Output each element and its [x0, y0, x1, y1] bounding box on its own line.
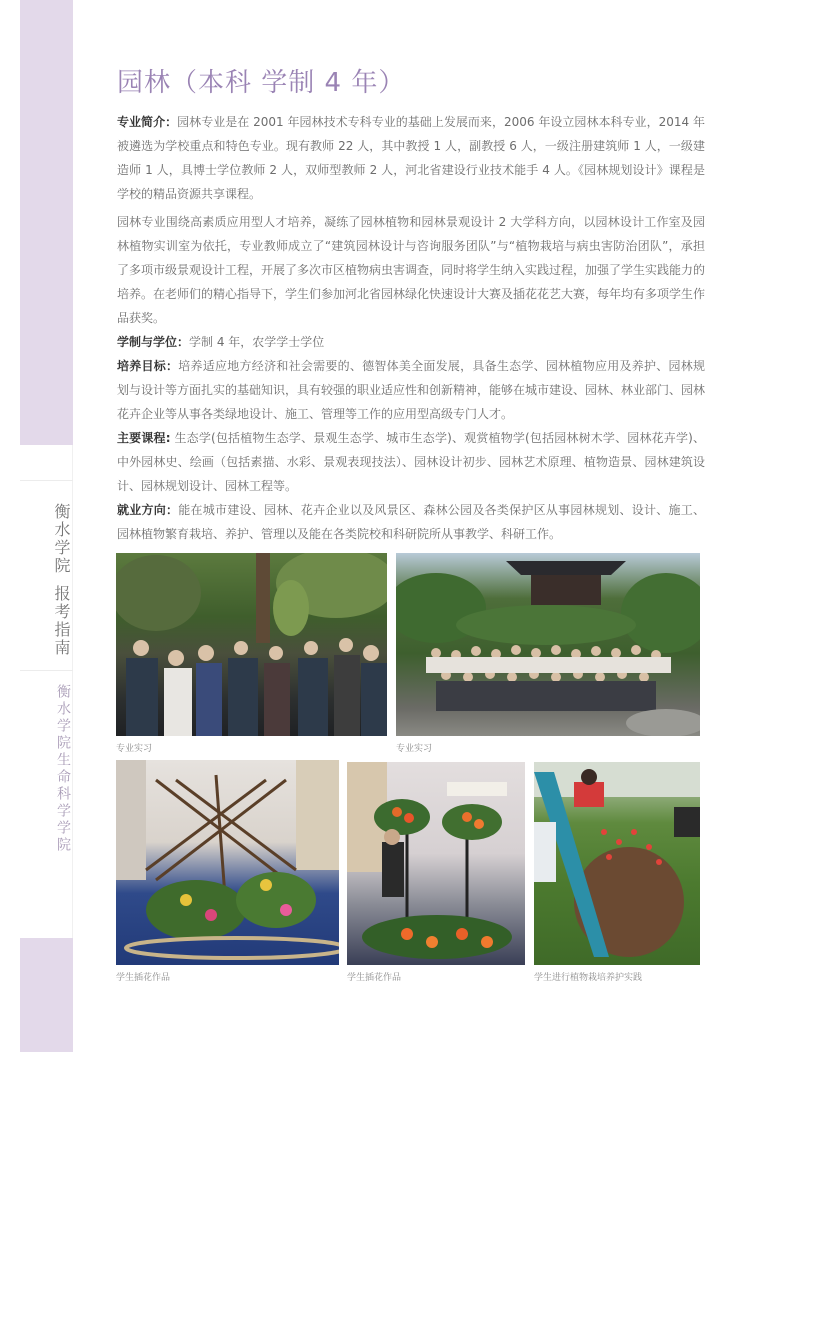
page-title: 园林（本科 学制 4 年）: [117, 68, 406, 98]
intro-text: 园林专业是在 2001 年园林技术专科专业的基础上发展而来，2006 年设立园林本科专业，2014 年被遴选为学校重点和特色专业。现有教师 22 人，其中教授 1 人，副教授 6 人，一级注册建筑师 1 人，一级建造师 1 人，具博士学位教师 2 人，双师型教师 2 人，河北省建设行业技术能手 4 人。《园林规划设计》课程是学校的精品资源共享课程。: [117, 115, 705, 201]
intro-paragraph: [117, 110, 705, 206]
photo-caption: 学生插花作品: [347, 973, 402, 983]
courses-paragraph: [117, 426, 705, 498]
photo-caption: 学生进行植物栽培养护实践: [534, 973, 643, 983]
goal-paragraph: [117, 354, 705, 426]
degree-text: 学制 4 年，农学学士学位: [189, 335, 325, 349]
sidebar-guide-label: 报考指南: [52, 585, 71, 657]
career-paragraph: [117, 498, 705, 546]
sidebar-divider: [20, 480, 73, 481]
sidebar-top-block: [20, 0, 73, 445]
photo-students-outdoor-practice: [116, 553, 387, 736]
degree-label: 学制与学位：: [117, 335, 190, 349]
sidebar-guide-title: [20, 495, 73, 665]
photo-flower-arrangement-2: [347, 762, 525, 965]
sidebar-guide-school: 衡水学院: [52, 503, 71, 575]
sidebar-bottom-block: [20, 938, 73, 1052]
goal-text: 培养适应地方经济和社会需要的、德智体美全面发展，具备生态学、园林植物应用及养护、园林规划与设计等方面扎实的基础知识，具有较强的职业适应性和创新精神，能够在城市建设、园林、林业部门、园林花卉企业等从事各类绿地设计、施工、管理等工作的应用型高级专门人才。: [117, 359, 706, 421]
photo-caption: 专业实习: [116, 744, 153, 754]
photo-group-garden: [396, 553, 700, 736]
courses-text: 生态学(包括植物生态学、景观生态学、城市生态学)、观赏植物学(包括园林树木学、园林花卉学)、中外园林史、绘画（包括素描、水彩、景观表现技法）、园林设计初步、园林艺术原理、植物造景、园林建筑设计、园林规划设计、园林工程等。: [117, 431, 705, 493]
courses-label: 主要课程:: [117, 431, 171, 445]
sidebar-college-name: 衡水学院生命科学学院: [55, 684, 71, 854]
sidebar-divider: [20, 670, 73, 671]
photo-flower-arrangement-1: [116, 760, 339, 965]
career-text: 能在城市建设、园林、花卉企业以及风景区、森林公园及各类保护区从事园林规划、设计、施工、园林植物繁育栽培、养护、管理以及能在各类院校和科研院所从事教学、科研工作。: [117, 503, 705, 541]
photo-caption: 学生插花作品: [116, 973, 171, 983]
degree-paragraph: [117, 330, 705, 354]
career-label: 就业方向：: [117, 503, 179, 517]
major-description: [117, 110, 705, 546]
photo-planting-practice: [534, 762, 700, 965]
goal-label: 培养目标：: [117, 359, 179, 373]
intro-label: 专业简介：: [117, 115, 178, 129]
intro-paragraph-2: 园林专业围绕高素质应用型人才培养，凝练了园林植物和园林景观设计 2 大学科方向，以园林设计工作室及园林植物实训室为依托，专业教师成立了“建筑园林设计与咨询服务团队”与“植物栽培与病虫害防治团队”，承担了多项市级景观设计工程，开展了多次市区植物病虫害调查，同时将学生纳入实践过程，加强了学生实践能力的培养。在老师们的精心指导下，学生们参加河北省园林绿化快速设计大赛及插花花艺大赛，每年均有多项学生作品获奖。: [117, 215, 706, 325]
photo-caption: 专业实习: [396, 744, 433, 754]
